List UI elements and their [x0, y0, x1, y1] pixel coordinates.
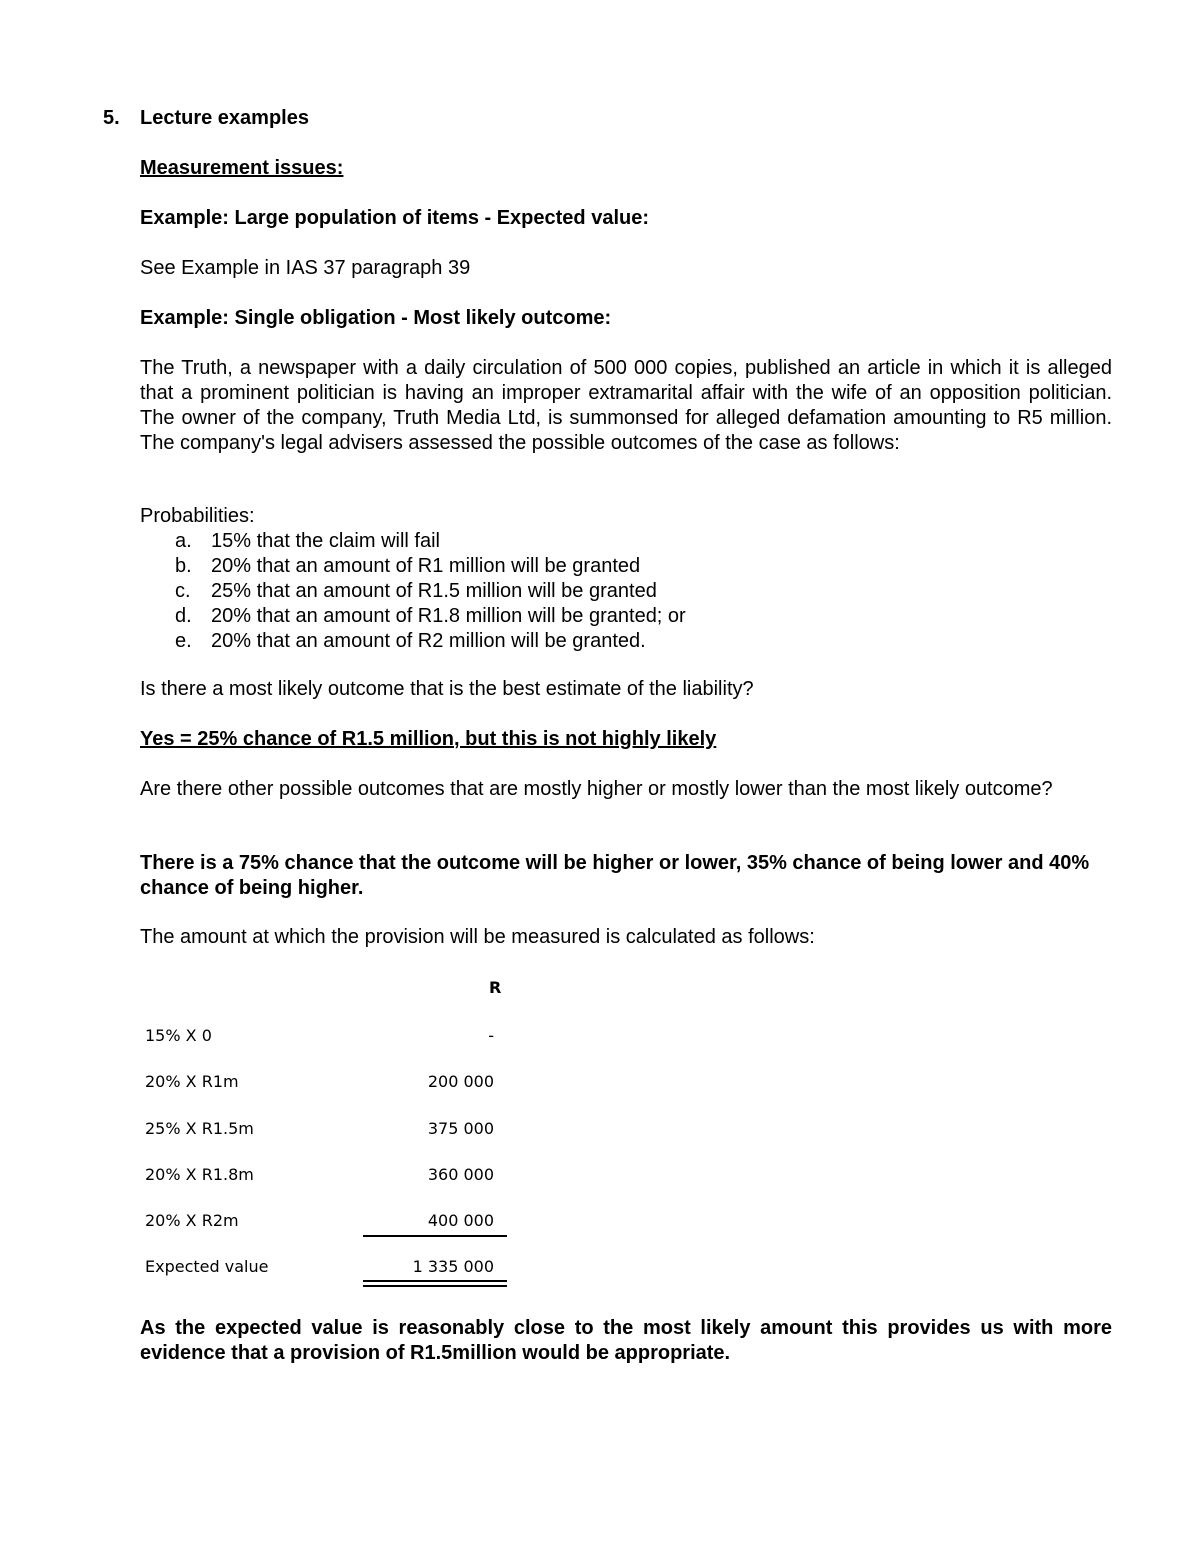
list-letter: b. [175, 555, 192, 577]
section-title: Lecture examples [140, 107, 309, 129]
example1-title: Example: Large population of items - Expected value: [140, 207, 649, 229]
total-double-rule [363, 1280, 507, 1287]
table-row [140, 1119, 520, 1143]
list-text: 20% that an amount of R1 million will be granted [211, 555, 641, 577]
table-row [140, 1211, 520, 1235]
list-text: 25% that an amount of R1.5 million will be granted [211, 580, 657, 602]
list-letter: e. [175, 630, 192, 652]
list-letter: d. [175, 605, 192, 627]
probabilities-label: Probabilities: [140, 505, 255, 527]
row-label: 20% X R2m [145, 1211, 239, 1230]
total-amount: 1 335 000 [412, 1257, 494, 1276]
conclusion: As the expected value is reasonably close to the most likely amount this provides us with more evidence that a provision of R1.5million would be appropriate. [140, 1317, 1112, 1364]
list-item [175, 629, 686, 654]
list-letter: c. [175, 580, 191, 602]
row-label: 20% X R1.8m [145, 1165, 254, 1184]
measurement-issues-title: Measurement issues: [140, 157, 344, 179]
list-text: 20% that an amount of R1.8 million will be granted; or [211, 605, 686, 627]
row-amount: 200 000 [427, 1072, 494, 1091]
example2-paragraph: The Truth, a newspaper with a daily circulation of 500 000 copies, published an article in which it is alleged that a prominent politician is having an improper extramarital affair with the wife of an opposition politician. The owner of the company, Truth Media Ltd, is summonsed for alleged defamation amounting to R5 million. The company's legal advisers assessed the possible outcomes of the case as follows: [140, 357, 1112, 454]
table-row [140, 1165, 520, 1189]
list-item [175, 529, 686, 554]
answer-other-outcomes: There is a 75% chance that the outcome will be higher or lower, 35% chance of being lower and 40% chance of being higher. [140, 852, 1090, 899]
currency-header: R [489, 978, 502, 997]
calculation-intro: The amount at which the provision will be measured is calculated as follows: [140, 926, 815, 948]
row-label: 20% X R1m [145, 1072, 239, 1091]
subtotal-rule [363, 1235, 507, 1237]
question-other-outcomes: Are there other possible outcomes that are mostly higher or mostly lower than the most likely outcome? [140, 778, 1053, 800]
row-amount: 400 000 [427, 1211, 494, 1230]
total-row [140, 1257, 520, 1281]
example2-title: Example: Single obligation - Most likely outcome: [140, 307, 612, 329]
list-item [175, 554, 686, 579]
question-most-likely: Is there a most likely outcome that is the best estimate of the liability? [140, 678, 754, 700]
row-label: 15% X 0 [145, 1026, 212, 1045]
section-number: 5. [103, 107, 120, 129]
answer-most-likely: Yes = 25% chance of R1.5 million, but this is not highly likely [140, 728, 717, 750]
table-row [140, 1026, 520, 1050]
list-letter: a. [175, 530, 192, 552]
list-text: 20% that an amount of R2 million will be granted. [211, 630, 646, 652]
probabilities-list [175, 529, 686, 654]
table-row [140, 1072, 520, 1096]
row-amount: - [488, 1026, 494, 1045]
row-amount: 375 000 [427, 1119, 494, 1138]
row-label: 25% X R1.5m [145, 1119, 254, 1138]
section-heading [103, 106, 309, 131]
list-item [175, 604, 686, 629]
total-label: Expected value [145, 1257, 269, 1276]
example1-text: See Example in IAS 37 paragraph 39 [140, 257, 471, 279]
list-text: 15% that the claim will fail [211, 530, 440, 552]
row-amount: 360 000 [427, 1165, 494, 1184]
list-item [175, 579, 686, 604]
